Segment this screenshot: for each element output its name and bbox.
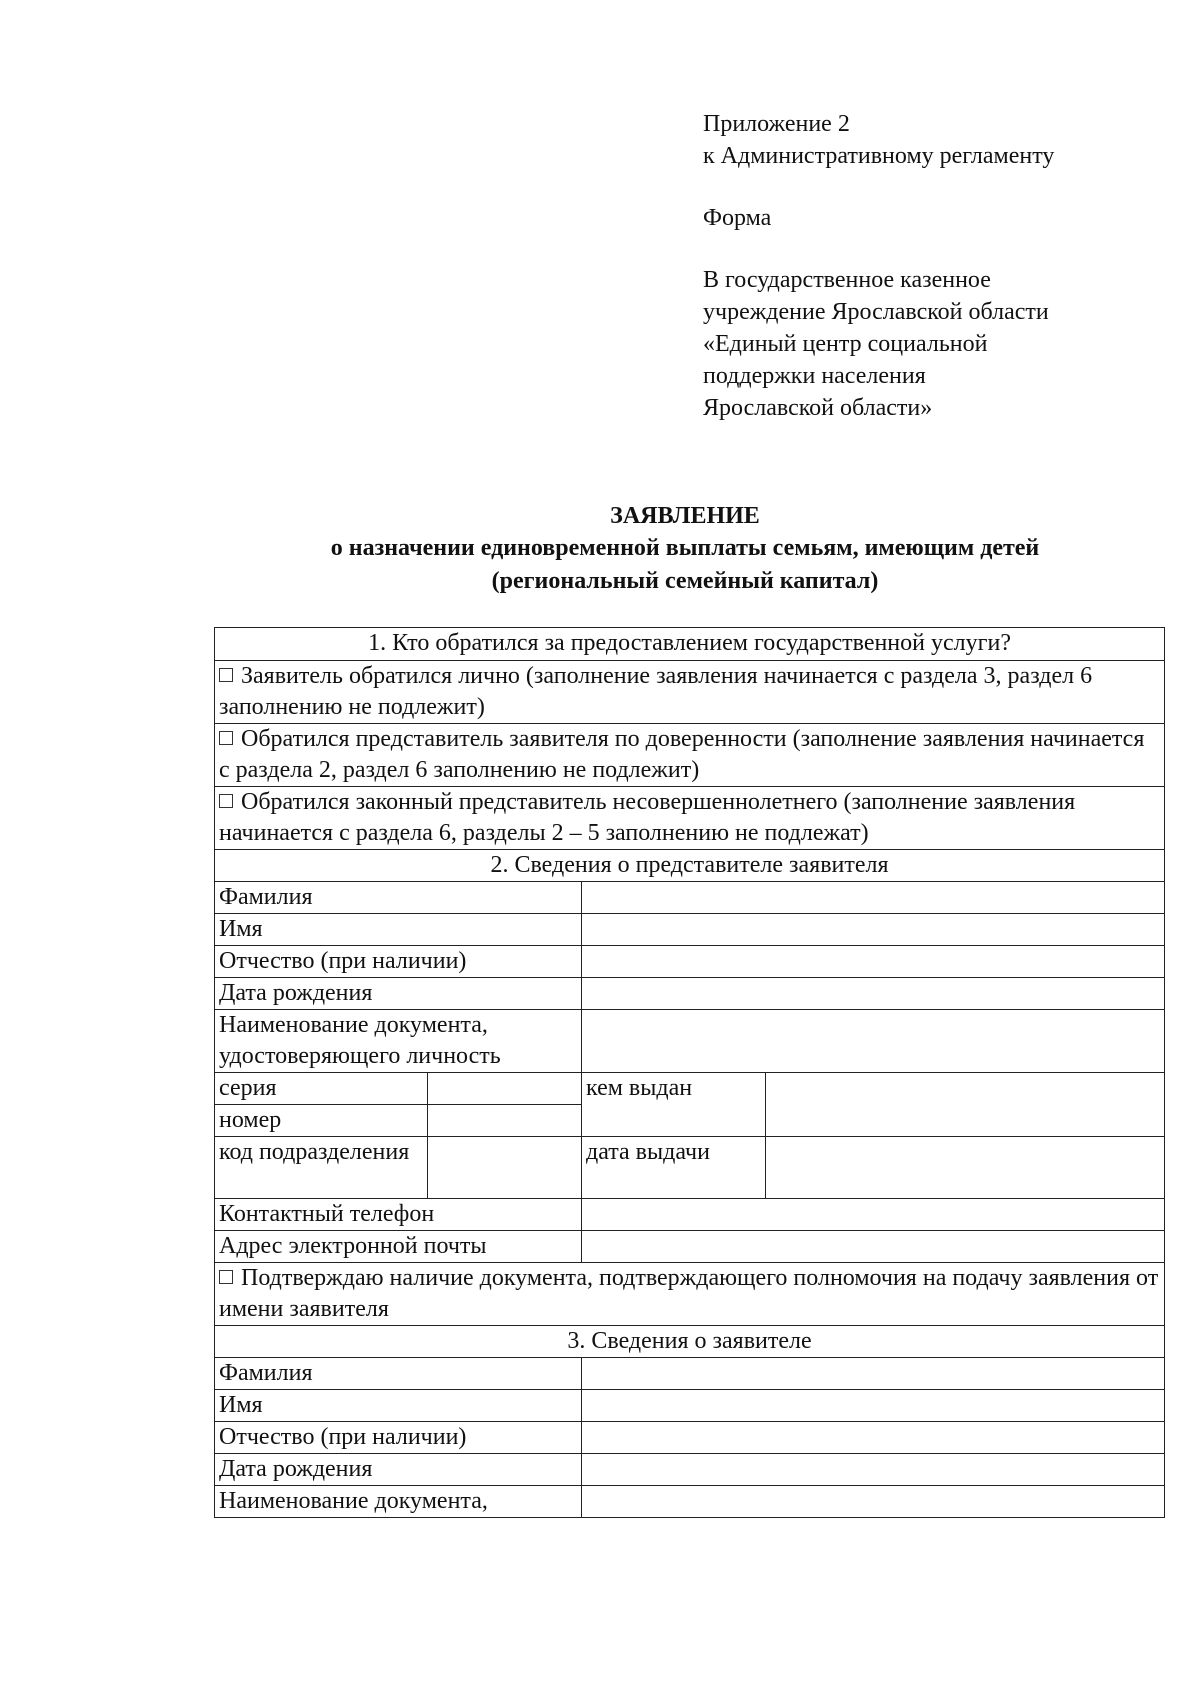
section-1-heading: 1. Кто обратился за предоставлением государственной услуги? — [215, 628, 1165, 661]
addressee-line: «Единый центр социальной — [703, 331, 988, 357]
applicant-id-document-label: Наименование документа, — [215, 1486, 582, 1518]
rep-email-label: Адрес электронной почты — [215, 1231, 582, 1263]
application-form-table — [214, 627, 1165, 1518]
rep-issued-by-field[interactable] — [766, 1073, 1165, 1137]
rep-id-document-label: Наименование документа, удостоверяющего личность — [215, 1010, 582, 1073]
applicant-patronymic-field[interactable] — [582, 1422, 1165, 1454]
rep-surname-label: Фамилия — [215, 882, 582, 914]
rep-patronymic-field[interactable] — [582, 946, 1165, 978]
confirm-label: Подтверждаю наличие документа, подтверждающего полномочия на подачу заявления от имени заявителя — [219, 1265, 1159, 1322]
rep-series-label: серия — [215, 1073, 428, 1105]
applicant-surname-field[interactable] — [582, 1358, 1165, 1390]
rep-id-document-field[interactable] — [582, 1010, 1165, 1073]
section-3-heading: 3. Сведения о заявителе — [215, 1326, 1165, 1358]
appendix-label: Приложение 2 — [703, 111, 850, 137]
rep-issue-date-label: дата выдачи — [582, 1137, 766, 1199]
header-block — [703, 108, 1173, 424]
option-legal-rep[interactable] — [215, 787, 1165, 850]
rep-birth-date-field[interactable] — [582, 978, 1165, 1010]
option-row[interactable] — [215, 787, 1165, 850]
rep-name-label: Имя — [215, 914, 582, 946]
addressee-line: поддержки населения — [703, 363, 926, 389]
option-label: Обратился представитель заявителя по доверенности (заполнение заявления начинается с раздела 2, раздел 6 заполнению не подлежит) — [219, 726, 1145, 783]
rep-series-field[interactable] — [428, 1073, 582, 1105]
rep-issued-by-label: кем выдан — [582, 1073, 766, 1137]
option-personal[interactable] — [215, 661, 1165, 724]
applicant-name-label: Имя — [215, 1390, 582, 1422]
form-label: Форма — [703, 205, 772, 231]
rep-issue-date-field[interactable] — [766, 1137, 1165, 1199]
applicant-patronymic-label: Отчество (при наличии) — [215, 1422, 582, 1454]
applicant-id-document-field[interactable] — [582, 1486, 1165, 1518]
checkbox-icon[interactable] — [219, 794, 233, 808]
title-main: ЗАЯВЛЕНИЕ — [610, 503, 760, 529]
option-label: Заявитель обратился лично (заполнение заявления начинается с раздела 3, раздел 6 заполнению не подлежит) — [219, 663, 1093, 720]
rep-name-field[interactable] — [582, 914, 1165, 946]
applicant-birth-date-label: Дата рождения — [215, 1454, 582, 1486]
rep-phone-field[interactable] — [582, 1199, 1165, 1231]
rep-email-field[interactable] — [582, 1231, 1165, 1263]
regulation-label: к Административному регламенту — [703, 143, 1055, 169]
rep-phone-label: Контактный телефон — [215, 1199, 582, 1231]
option-row[interactable] — [215, 661, 1165, 724]
checkbox-icon[interactable] — [219, 1270, 233, 1284]
title-subtitle: о назначении единовременной выплаты семьям, имеющим детей — [330, 535, 1040, 561]
addressee-line: В государственное казенное — [703, 267, 991, 293]
applicant-surname-label: Фамилия — [215, 1358, 582, 1390]
rep-division-code-field[interactable] — [428, 1137, 582, 1199]
rep-birth-date-label: Дата рождения — [215, 978, 582, 1010]
checkbox-icon[interactable] — [219, 731, 233, 745]
section-2-heading: 2. Сведения о представителе заявителя — [215, 850, 1165, 882]
rep-surname-field[interactable] — [582, 882, 1165, 914]
rep-division-code-label: код подразделения — [215, 1137, 428, 1199]
applicant-birth-date-field[interactable] — [582, 1454, 1165, 1486]
option-proxy[interactable] — [215, 724, 1165, 787]
addressee-line: Ярославской области» — [703, 395, 933, 421]
checkbox-icon[interactable] — [219, 668, 233, 682]
applicant-name-field[interactable] — [582, 1390, 1165, 1422]
rep-number-field[interactable] — [428, 1105, 582, 1137]
addressee-line: учреждение Ярославской области — [703, 299, 1049, 325]
rep-patronymic-label: Отчество (при наличии) — [215, 946, 582, 978]
rep-number-label: номер — [215, 1105, 428, 1137]
document-title — [0, 500, 1200, 598]
rep-confirm-option[interactable] — [215, 1263, 1165, 1326]
option-row[interactable] — [215, 724, 1165, 787]
title-subtitle-2: (региональный семейный капитал) — [491, 568, 879, 594]
option-label: Обратился законный представитель несовершеннолетнего (заполнение заявления начинается с раздела 6, разделы 2 – 5 заполнению не подлежат) — [219, 789, 1076, 846]
